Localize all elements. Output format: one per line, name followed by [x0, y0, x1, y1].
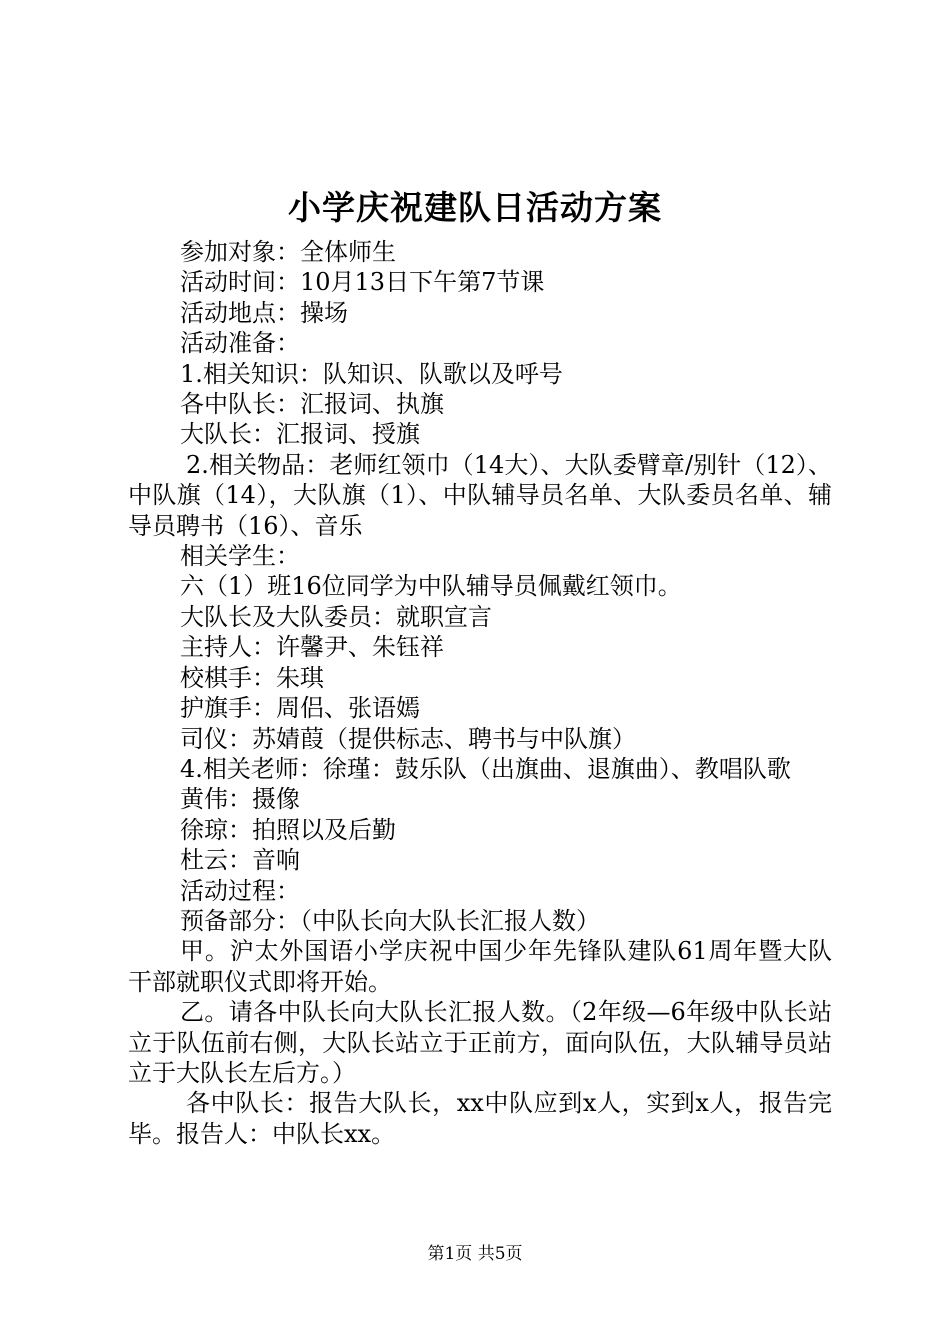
page-footer: 第1页 共5页 — [427, 1244, 523, 1264]
paragraph: 大队长及大队委员：就职宣言 — [180, 602, 492, 631]
paragraph: 乙。请各中队长向大队长汇报人数。（2年级—6年级中队长站立于队伍前右侧，大队长站立于正前方，面向队伍，大队辅导员站立于大队长左后方。） — [128, 998, 832, 1087]
paragraph: 六（1）班16位同学为中队辅导员佩戴红领巾。 — [180, 572, 682, 601]
paragraph: 2.相关物品：老师红领巾（14大）、大队委臂章/别针（12）、中队旗（14），大队旗（1）、中队辅导员名单、大队委员名单、辅导员聘书（16）、音乐 — [128, 450, 832, 540]
paragraph: 预备部分：（中队长向大队长汇报人数） — [180, 906, 600, 935]
paragraph: 主持人：许馨尹、朱钰祥 — [180, 633, 444, 662]
paragraph: 护旗手：周侣、张语嫣 — [180, 694, 420, 723]
paragraph: 参加对象：全体师生 — [180, 238, 396, 266]
paragraph: 黄伟：摄像 — [180, 785, 300, 814]
paragraph: 甲。沪太外国语小学庆祝中国少年先锋队建队61周年暨大队干部就职仪式即将开始。 — [128, 937, 832, 996]
paragraph: 活动地点：操场 — [180, 298, 348, 327]
paragraph: 活动准备： — [180, 329, 300, 358]
paragraph: 相关学生： — [180, 542, 300, 571]
paragraph: 大队长：汇报词、授旗 — [180, 420, 420, 449]
paragraph: 活动时间：10月13日下午第7节课 — [180, 268, 545, 297]
paragraph: 4.相关老师：徐瑾：鼓乐队（出旗曲、退旗曲）、教唱队歌 — [180, 754, 791, 783]
paragraph: 1.相关知识：队知识、队歌以及呼号 — [180, 359, 563, 388]
paragraph: 徐琼：拍照以及后勤 — [180, 815, 396, 844]
paragraph: 杜云：音响 — [180, 846, 300, 875]
document-title: 小学庆祝建队日活动方案 — [288, 188, 662, 227]
document-body — [128, 237, 832, 1149]
paragraph: 活动过程： — [180, 876, 300, 905]
paragraph: 各中队长：汇报词、执旗 — [180, 390, 444, 419]
paragraph: 各中队长：报告大队长，xx中队应到x人，实到x人，报告完毕。报告人：中队长xx。 — [128, 1089, 832, 1148]
paragraph: 司仪：苏婧葭（提供标志、聘书与中队旗） — [180, 724, 636, 753]
paragraph: 校棋手：朱琪 — [180, 663, 324, 692]
